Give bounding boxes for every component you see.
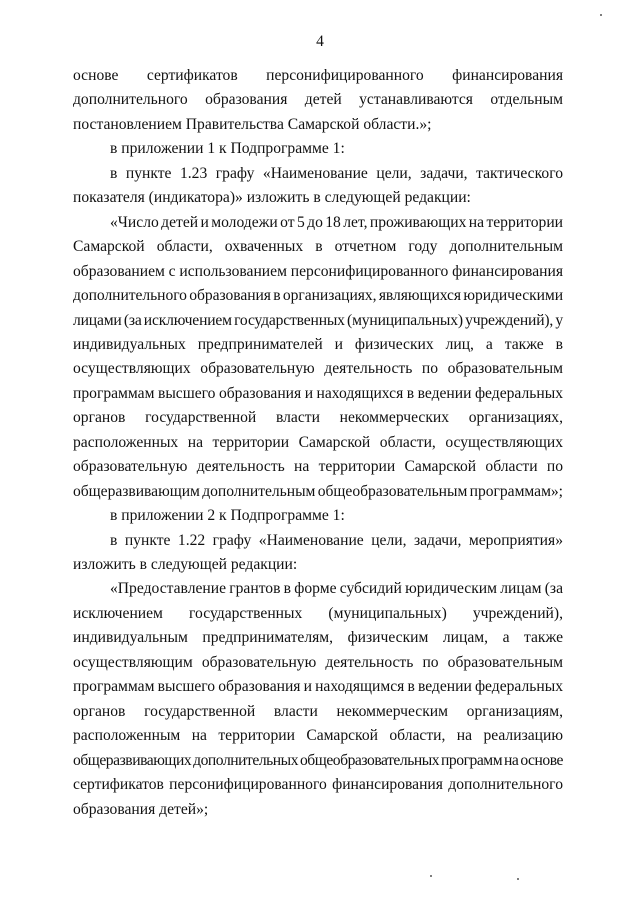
- scan-speck: [430, 875, 432, 877]
- text-line: в приложении 2 к Подпрограмме 1:: [110, 507, 345, 525]
- text-line: дополнительного образования детей устанавливаются отдельным: [73, 91, 563, 109]
- text-line: индивидуальных предпринимателей и физических лиц, а также в: [73, 335, 563, 353]
- text-line: основе сертификатов персонифицированного финансирования: [73, 67, 563, 84]
- text-line: в приложении 1 к Подпрограмме 1:: [110, 140, 345, 158]
- text-line: в пункте 1.23 графу «Наименование цели, задачи, тактического: [110, 164, 563, 182]
- text-line: образования детей»;: [73, 800, 209, 818]
- text-line: расположенных на территории Самарской области, осуществляющих: [73, 433, 563, 451]
- text-line: осуществляющим образовательную деятельность по образовательным: [73, 653, 563, 671]
- text-line: образовательную деятельность на территории Самарской области по: [73, 458, 563, 476]
- text-line: индивидуальным предпринимателям, физическим лицам, а также: [73, 629, 563, 647]
- text-line: изложить в следующей редакции:: [73, 556, 298, 573]
- text-line: осуществляющих образовательную деятельность по образовательным: [73, 360, 563, 378]
- text-line: расположенным на территории Самарской области, на реализацию: [73, 727, 563, 745]
- scan-speck: [517, 878, 519, 880]
- text-line: «Предоставление грантов в форме субсидий юридическим лицам (за: [110, 580, 563, 598]
- text-line: органов государственной власти некоммерческим организациям,: [73, 702, 563, 720]
- text-line: общеразвивающим дополнительным общеобразовательным программам»;: [73, 482, 563, 500]
- text-line: сертификатов персонифицированного финансирования дополнительного: [73, 776, 563, 794]
- page-number: 4: [316, 33, 324, 50]
- text-line: Самарской области, охваченных в отчетном году дополнительным: [73, 238, 563, 256]
- text-line: постановлением Правительства Самарской области.»;: [73, 115, 432, 133]
- text-line: исключением государственных (муниципальных) учреждений),: [73, 604, 563, 622]
- text-line: общеразвивающих дополнительных общеобразовательных программ на основе: [73, 751, 563, 769]
- text-line: образованием с использованием персонифицированного финансирования: [73, 262, 563, 280]
- scan-speck: [600, 14, 602, 16]
- text-line: программам высшего образования и находящимся в ведении федеральных: [73, 678, 563, 696]
- text-line: в пункте 1.22 графу «Наименование цели, задачи, мероприятия»: [110, 531, 563, 549]
- text-line: показателя (индикатора)» изложить в следующей редакции:: [73, 189, 471, 207]
- text-line: органов государственной власти некоммерческих организациях,: [73, 409, 563, 427]
- text-line: лицами (за исключением государственных (муниципальных) учреждений), у: [73, 311, 563, 329]
- text-line: «Число детей и молодежи от 5 до 18 лет, проживающих на территории: [110, 213, 563, 231]
- text-line: дополнительного образования в организациях, являющихся юридическими: [73, 287, 563, 305]
- text-line: программам высшего образования и находящихся в ведении федеральных: [73, 384, 563, 402]
